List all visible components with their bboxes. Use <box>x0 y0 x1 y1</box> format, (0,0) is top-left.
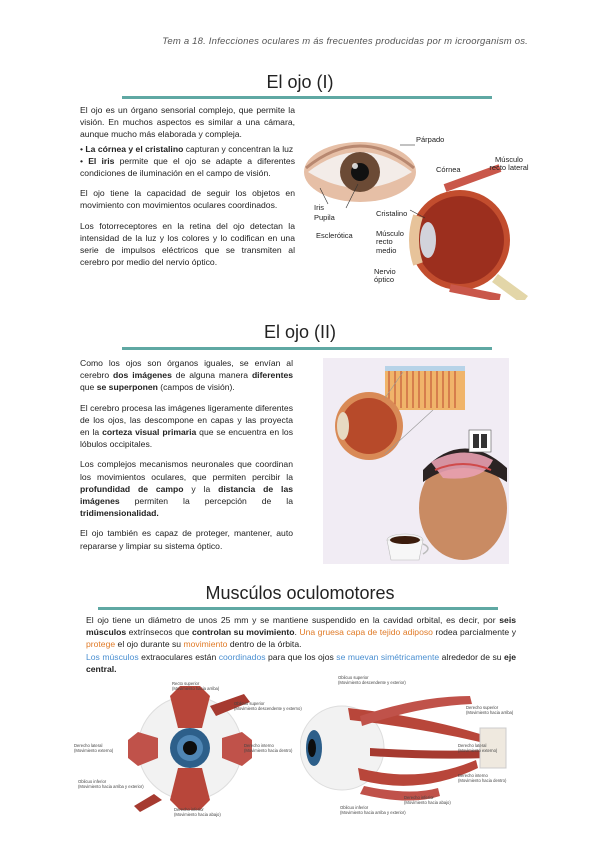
section-title-ojo-1: El ojo (I) <box>266 72 334 92</box>
section-title-ojo-2: El ojo (II) <box>263 322 337 342</box>
label-recto-interno: Derecho interno (Movimiento hacia dentro) <box>244 743 293 753</box>
paragraph: El ojo tiene la capacidad de seguir los objetos en movimiento con movimientos oculares coordinados. <box>80 188 295 211</box>
label-recto-interno-side: Derecho interno (Movimiento hacia dentro) <box>458 773 507 783</box>
eye-muscles-front-figure <box>74 676 314 826</box>
paragraph: El ojo también es capaz de proteger, mantener, auto repararse y limpiar su sistema óptico. <box>80 528 293 551</box>
title-rule <box>122 96 492 99</box>
label-iris: Iris <box>314 203 324 212</box>
bullet-2: • El iris permite que el ojo se adapte a diferentes condiciones de iluminación en el campo de visión. <box>80 155 295 179</box>
vision-pathway-figure <box>323 358 509 564</box>
eye-muscles-side-figure <box>300 676 520 826</box>
label-recto-superior-side: Derecho superior (Movimiento hacia arriba) <box>466 705 514 715</box>
label-obliquo-inferior-side: Oblicuo inferior (Movimiento hacia arriba y exterior) <box>340 805 406 815</box>
section3-text <box>86 614 516 681</box>
label-recto-lateral: Derecho lateral (Movimiento externo) <box>74 743 114 753</box>
label-recto-lateral-side: Derecho lateral (Movimiento externo) <box>458 743 498 753</box>
label-cornea: Córnea <box>436 165 461 174</box>
title-rule <box>122 347 492 350</box>
paragraph: Como los ojos son órganos iguales, se envían al cerebro dos imágenes de alguna manera diferentes que se superponen (campos de visión). <box>80 358 294 393</box>
vision-illustration <box>323 358 509 564</box>
label-recto-inferior: Derecho inferior (Movimiento hacia abajo) <box>174 807 221 817</box>
bullet-1: • La córnea y el cristalino capturan y concentran la luz <box>80 143 294 154</box>
section-title-musculos: Muscúlos oculomotores <box>205 583 395 603</box>
label-obliquo-superior-side: Oblicuo superior (Movimiento descendente y exterior) <box>338 675 406 685</box>
label-cristalino: Cristalino <box>376 209 408 218</box>
label-musculo-recto-medio: Músculo recto medio <box>376 229 404 255</box>
paragraph: Los músculos extraoculares están coordinados para que los ojos se muevan simétricamente alrededor de su eje central. <box>86 651 516 674</box>
paragraph: Los fotorreceptores en la retina del ojo detectan la intensidad de la luz y los colores y lo codifican en una serie de impulsos eléctricos que se transmiten al cerebro por medio del nervio óptico. <box>80 220 295 268</box>
section1-text <box>80 104 295 274</box>
label-recto-inferior-side: Derecho inferior (Movimiento hacia abajo) <box>404 795 451 805</box>
label-parpado: Párpado <box>416 135 445 144</box>
label-obliquo-superior: Oblicuo superior (Movimiento descendente y externo) <box>234 701 302 711</box>
label-pupila: Pupila <box>314 213 335 222</box>
paragraph: El ojo tiene un diámetro de unos 25 mm y se mantiene suspendido en la cavidad orbital, es decir, por seis músculos extrínsecos que controlan su movimiento. Una gruesa capa de tejido adiposo rodea parcialmente y protege el ojo durante su movimiento dentro de la órbita. <box>86 615 516 650</box>
label-musculo-recto-lateral: Músculo recto lateral <box>489 155 529 173</box>
label-recto-superior: Recto superior (Movimiento hacia arriba) <box>172 681 220 691</box>
section2-text <box>80 357 293 558</box>
label-esclerotica: Esclerótica <box>316 231 353 240</box>
paragraph: El cerebro procesa las imágenes ligeramente diferentes de los ojos, las descompone en capas y las proyecta en la corteza visual primaria que se encuentra en los lóbulos occipitales. <box>80 402 293 450</box>
paragraph: Los complejos mecanismos neuronales que coordinan los movimientos oculares, que permiten percibir la profundidad de campo y la distancia de las imágenes permiten la percepción de la tridimensionalidad. <box>80 459 293 519</box>
label-nervio-optico: Nervio óptico <box>374 267 396 285</box>
page-header: Tem a 18. Infecciones oculares m ás frecuentes producidas por m icroorganism os. <box>162 36 528 47</box>
label-obliquo-inferior: Oblicuo inferior (Movimiento hacia arriba y exterior) <box>78 779 144 789</box>
title-rule <box>98 607 498 610</box>
eye-anatomy-figure <box>300 128 530 300</box>
paragraph: El ojo es un órgano sensorial complejo, que permite la visión. En muchos aspectos es similar a una cámara, aunque mucho más elaborada y compleja. <box>80 105 295 140</box>
